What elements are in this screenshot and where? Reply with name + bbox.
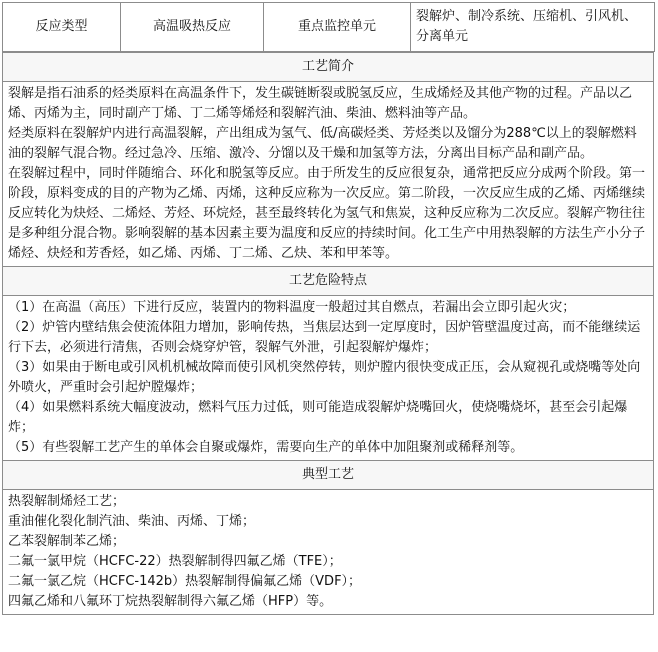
header-table — [2, 2, 655, 52]
reaction-type-value: 高温吸热反应 — [121, 3, 264, 52]
intro-title: 工艺简介 — [3, 53, 654, 82]
intro-paragraph: 裂解是指石油系的烃类原料在高温条件下，发生碳链断裂或脱氢反应，生成烯烃及其他产物的过程。产品以乙烯、丙烯为主，同时副产丁烯、丁二烯等烯烃和裂解汽油、柴油、燃料油等产品。 — [8, 86, 633, 121]
typical-item: 热裂解制烯烃工艺； — [8, 494, 126, 509]
typical-item: 重油催化裂化制汽油、柴油、丙烯、丁烯； — [8, 514, 256, 529]
reaction-type-label: 反应类型 — [3, 3, 121, 52]
hazards-title-row — [3, 267, 654, 296]
hazard-item: （2）炉管内壁结焦会使流体阻力增加，影响传热，当焦层达到一定厚度时，因炉管壁温度过高，而不能继续运行下去，必须进行清焦，否则会烧穿炉管，裂解气外泄，引起裂解炉爆炸； — [8, 320, 641, 355]
hazard-item: （4）如果燃料系统大幅度波动，燃料气压力过低，则可能造成裂解炉烧嘴回火，使烧嘴烧坏，甚至会引起爆炸； — [8, 400, 628, 435]
monitor-unit-value: 裂解炉、制冷系统、压缩机、引风机、分离单元 — [411, 3, 655, 52]
typical-item: 乙苯裂解制苯乙烯； — [8, 534, 126, 549]
content-table — [2, 52, 654, 615]
intro-paragraph: 在裂解过程中，同时伴随缩合、环化和脱氢等反应。由于所发生的反应很复杂，通常把反应分成两个阶段。第一阶段，原料变成的目的产物为乙烯、丙烯，这种反应称为一次反应。第二阶段，一次反应生成的乙烯、丙烯继续反应转化为炔烃、二烯烃、芳烃、环烷烃，甚至最终转化为氢气和焦炭，这种反应称为二次反应。裂解产物往往是多种组分混合物。影响裂解的基本因素主要为温度和反应的持续时间。化工生产中用热裂解的方法生产小分子烯烃、炔烃和芳香烃，如乙烯、丙烯、丁二烯、乙炔、苯和甲苯等。 — [8, 166, 646, 261]
typical-body — [3, 490, 654, 615]
hazard-item: （1）在高温（高压）下进行反应，装置内的物料温度一般超过其自燃点，若漏出会立即引起火灾； — [8, 300, 576, 315]
typical-item: 二氟一氯乙烷（HCFC-142b）热裂解制得偏氟乙烯（VDF）； — [8, 574, 362, 589]
intro-body — [3, 82, 654, 267]
intro-body-row — [3, 82, 654, 267]
typical-title-row — [3, 461, 654, 490]
hazards-body — [3, 296, 654, 461]
hazard-item: （5）有些裂解工艺产生的单体会自聚或爆炸，需要向生产的单体中加阻聚剂或稀释剂等。 — [8, 440, 524, 455]
header-row — [3, 3, 655, 52]
hazard-item: （3）如果由于断电或引风机机械故障而使引风机突然停转，则炉膛内很快变成正压，会从窥视孔或烧嘴等处向外喷火，严重时会引起炉膛爆炸； — [8, 360, 641, 395]
intro-title-row — [3, 53, 654, 82]
intro-paragraph: 烃类原料在裂解炉内进行高温裂解，产出组成为氢气、低/高碳烃类、芳烃类以及馏分为288℃以上的裂解燃料油的裂解气混合物。经过急冷、压缩、激冷、分馏以及干燥和加氢等方法，分离出目标产品和副产品。 — [8, 126, 637, 161]
hazards-body-row — [3, 296, 654, 461]
typical-item: 四氟乙烯和八氟环丁烷热裂解制得六氟乙烯（HFP）等。 — [8, 594, 333, 609]
typical-title: 典型工艺 — [3, 461, 654, 490]
monitor-unit-label: 重点监控单元 — [264, 3, 411, 52]
typical-item: 二氟一氯甲烷（HCFC-22）热裂解制得四氟乙烯（TFE）； — [8, 554, 342, 569]
typical-body-row — [3, 490, 654, 615]
process-document — [2, 2, 654, 615]
hazards-title: 工艺危险特点 — [3, 267, 654, 296]
